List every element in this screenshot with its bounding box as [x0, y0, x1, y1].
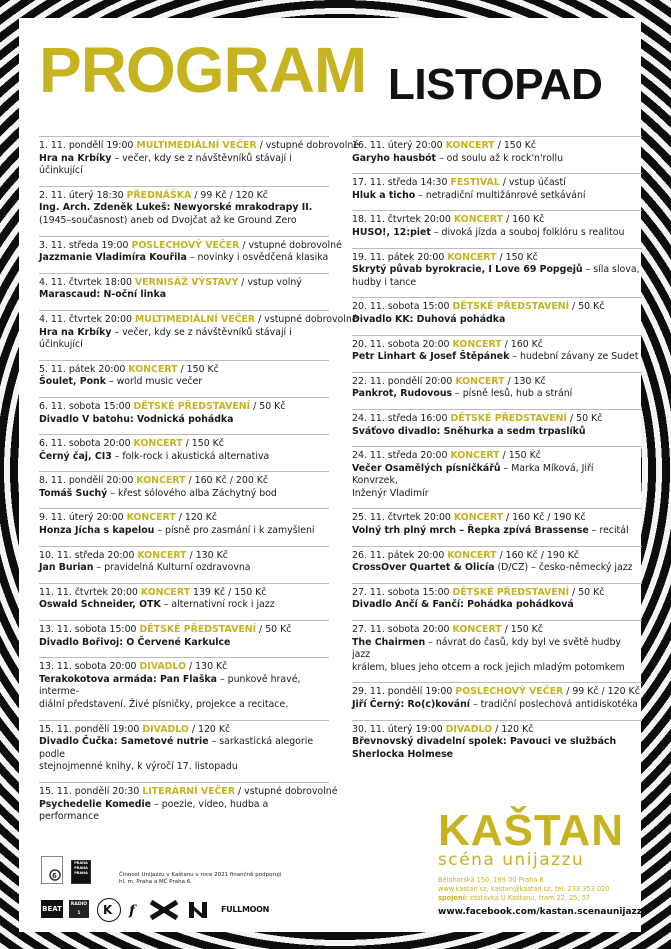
- event-description-cont: diální představení. Živé písničky, projekce a recitace.: [39, 699, 289, 710]
- event-body: [39, 202, 329, 227]
- event-meta: [39, 364, 329, 377]
- event-meta: [39, 550, 329, 563]
- event-price: / 150 Kč: [496, 251, 538, 263]
- event-category: DIVADLO: [139, 661, 187, 673]
- event-date: 6. 11. sobota 15:00: [39, 400, 131, 412]
- poster-sheet: [19, 18, 649, 932]
- event-item: [39, 471, 329, 500]
- event-body: [352, 264, 642, 289]
- event-body: [352, 351, 642, 364]
- event-description: – recitál: [588, 525, 629, 537]
- event-body: [39, 799, 329, 824]
- event-item: [352, 173, 642, 202]
- event-meta: [39, 190, 329, 203]
- event-name: Volný trh plný mrch – Řepka zpívá Brassense: [352, 525, 589, 537]
- event-date: 2. 11. úterý 18:30: [39, 189, 124, 201]
- event-price: / 160 Kč / 200 Kč: [185, 475, 269, 487]
- event-name: Garyho hausbót: [352, 152, 437, 164]
- event-body: [39, 376, 329, 389]
- event-date: 15. 11. pondělí 19:00: [39, 723, 140, 735]
- event-name: Petr Linhart & Josef Štěpánek: [352, 351, 510, 363]
- event-category: POSLECHOVÝ VEČER: [455, 686, 564, 698]
- event-meta: [39, 277, 329, 290]
- event-item: [39, 273, 329, 302]
- event-body: [39, 289, 329, 302]
- event-meta: [39, 661, 329, 674]
- event-price: / 50 Kč: [569, 301, 605, 313]
- event-name: Divadlo V batohu: Vodnická pohádka: [39, 413, 234, 425]
- event-item: [39, 186, 329, 228]
- event-name: Pankrot, Rudovous: [352, 388, 453, 400]
- event-category: KONCERT: [452, 338, 502, 350]
- event-item: [352, 682, 642, 711]
- event-description: (D/CZ) – česko-německý jazz: [494, 562, 633, 574]
- event-item: [352, 546, 642, 575]
- event-name: Oswald Schneider, OTK: [39, 599, 161, 611]
- left-event-column: [39, 136, 360, 832]
- x-mark-icon: [149, 900, 179, 920]
- event-description: – divoká jízda a souboj folklóru s realitou: [430, 226, 625, 238]
- brand-contact: www.kastan.cz, kastan@kastan.cz, tel. 233 353 020: [438, 885, 610, 893]
- event-category: MULTIMEDIÁLNÍ VEČER: [136, 140, 257, 151]
- event-price: / 120 Kč: [492, 723, 534, 735]
- facebook-link[interactable]: www.facebook.com/kastan.scenaunijazzu: [438, 907, 649, 917]
- event-description: – písně pro zasmání i k zamyšlení: [154, 525, 315, 537]
- event-price: / 150 Kč: [494, 140, 536, 151]
- event-description: – tradiční poslechová antidiskotéka: [470, 699, 638, 710]
- event-item: [352, 372, 642, 401]
- event-body: [39, 562, 329, 575]
- event-name: Hra na Krbíky: [39, 152, 112, 164]
- event-date: 16. 11. úterý 20:00: [352, 140, 443, 151]
- event-price: / 99 Kč / 120 Kč: [191, 189, 268, 201]
- funding-note: Činnost Unijazzu v Kaštanu v roce 2021 finančně podporují hl. m. Praha a MČ Praha 6.: [119, 872, 282, 885]
- event-name: Hluk a ticho: [352, 189, 416, 201]
- event-meta: [39, 140, 360, 153]
- event-date: 24. 11. středa 16:00: [352, 412, 448, 424]
- event-price: / 50 Kč: [567, 412, 603, 424]
- event-date: 17. 11. středa 14:30: [352, 177, 448, 189]
- event-category: DĚTSKÉ PŘEDSTAVENÍ: [133, 400, 251, 412]
- event-price: / 150 Kč: [499, 450, 541, 462]
- event-description: – Marka Míková, Jiří Konvrzek,: [352, 462, 594, 487]
- event-category: VERNISÁŽ VÝSTAVY: [134, 276, 239, 288]
- event-date: 11. 11. čtvrtek 20:00: [39, 586, 138, 598]
- brand-subtitle: scéna unijazzu: [438, 850, 585, 870]
- event-body: [39, 488, 329, 501]
- event-description: – písně lesů, hub a strání: [452, 388, 573, 400]
- event-description: – world music večer: [105, 376, 203, 388]
- event-body: [352, 463, 642, 501]
- event-price: / 130 Kč: [186, 661, 228, 673]
- event-date: 22. 11. pondělí 20:00: [352, 375, 453, 387]
- event-description: – křest sólového alba Záchytný bod: [107, 487, 277, 499]
- event-item: [352, 720, 642, 762]
- event-name: Terakokotova armáda: Pan Flaška: [39, 673, 217, 685]
- event-item: [39, 310, 358, 352]
- event-meta: [39, 438, 329, 451]
- event-price: / vstup volný: [238, 276, 302, 288]
- svg-text:K: K: [103, 903, 113, 917]
- event-meta: [352, 587, 642, 600]
- event-description: – alternativní rock i jazz: [160, 599, 275, 611]
- event-category: DĚTSKÉ PŘEDSTAVENÍ: [450, 412, 568, 424]
- kastan-brand: [438, 806, 649, 917]
- event-item: [39, 782, 338, 824]
- n-logo: [187, 900, 209, 920]
- event-item: [352, 297, 642, 326]
- event-category: KONCERT: [453, 214, 504, 226]
- event-body: [39, 451, 329, 464]
- event-meta: [39, 624, 329, 637]
- transit-info: zastávka U Kaštanu, tram 22, 25, 57: [467, 894, 591, 902]
- event-price: / 120 Kč: [188, 723, 231, 735]
- beat-logo: BEAT: [41, 900, 63, 918]
- event-category: DĚTSKÉ PŘEDSTAVENÍ: [452, 301, 570, 313]
- event-meta: [39, 512, 329, 525]
- event-date: 13. 11. sobota 20:00: [39, 661, 137, 673]
- event-date: 27. 11. sobota 20:00: [352, 624, 450, 636]
- cross-logo: [149, 900, 179, 920]
- event-name: Jan Burian: [39, 562, 94, 574]
- transit-label: spojení:: [438, 894, 468, 902]
- event-category: FESTIVAL: [450, 177, 500, 189]
- event-name: Černý čaj, CI3: [39, 450, 112, 462]
- event-price: / 150 Kč: [177, 363, 219, 375]
- event-name: Honza Jícha s kapelou: [39, 525, 155, 537]
- event-item: [352, 335, 642, 364]
- event-description-cont: (1945–současnost) aneb od Dvojčat až ke Ground Zero: [39, 214, 297, 226]
- brand-transit: [438, 894, 628, 903]
- event-meta: [39, 785, 338, 799]
- event-category: POSLECHOVÝ VEČER: [131, 239, 240, 251]
- event-price: / 50 Kč: [256, 624, 292, 636]
- n-icon: [187, 900, 209, 920]
- event-date: 20. 11. sobota 20:00: [352, 338, 450, 350]
- event-description-cont: stejnojmenné knihy, k výročí 17. listopadu: [39, 761, 238, 773]
- event-meta: [352, 724, 642, 737]
- event-category: DIVADLO: [445, 723, 493, 735]
- event-item: [39, 583, 329, 612]
- event-item: [352, 409, 642, 438]
- event-price: / vstup účastí: [499, 177, 566, 189]
- event-category: KONCERT: [452, 624, 502, 636]
- event-date: 8. 11. pondělí 20:00: [39, 475, 134, 487]
- event-body: [352, 699, 642, 712]
- event-price: / 50 Kč: [250, 400, 286, 412]
- event-date: 13. 11. sobota 15:00: [39, 624, 137, 636]
- event-name: Jiří Černý: Ro(c)kování: [352, 699, 470, 710]
- event-category: KONCERT: [136, 475, 186, 487]
- event-item: [39, 657, 329, 711]
- event-name: Sváťovo divadlo: Sněhurka a sedm trpaslíků: [352, 425, 586, 437]
- event-description: – síla slova,: [582, 264, 640, 276]
- event-price: / 160 Kč / 190 Kč: [496, 549, 580, 561]
- event-body: [39, 525, 329, 538]
- event-date: 27. 11. sobota 15:00: [352, 586, 450, 598]
- event-price: / vstupné dobrovolné: [255, 313, 358, 325]
- brand-address: Bělohorská 150, 169 00 Praha 6: [438, 876, 544, 884]
- event-name: Divadlo KK: Duhová pohádka: [352, 313, 506, 325]
- event-category: KONCERT: [137, 549, 187, 561]
- event-meta: [39, 475, 329, 488]
- event-name: HUSO!, 12:piet: [352, 226, 431, 238]
- brand-name: KAŠTAN: [438, 806, 625, 855]
- brand-address-block: [438, 876, 628, 903]
- praha6-logo: [41, 856, 63, 884]
- event-name: Hra na Krbíky: [39, 326, 112, 338]
- event-price: / 120 Kč: [175, 512, 218, 524]
- k-icon: [98, 899, 120, 921]
- praha6-icon: [42, 857, 62, 883]
- event-meta: [352, 339, 642, 352]
- event-category: KONCERT: [447, 549, 497, 561]
- event-description: – návrat do časů, kdy byl ve světě hudby jazz: [352, 636, 621, 661]
- event-meta: [352, 376, 642, 389]
- event-meta: [352, 140, 642, 153]
- event-item: [39, 434, 329, 463]
- event-category: LITERÁRNÍ VEČER: [142, 785, 236, 797]
- event-item: [352, 446, 642, 500]
- event-name: Psychedelie Komedie: [39, 798, 152, 810]
- event-date: 26. 11. pátek 20:00: [352, 549, 445, 561]
- event-date: 18. 11. čtvrtek 20:00: [352, 214, 451, 226]
- title-program: PROGRAM: [39, 34, 367, 106]
- event-date: 19. 11. pátek 20:00: [352, 251, 445, 263]
- event-date: 25. 11. čtvrtek 20:00: [352, 512, 451, 524]
- event-name: Tomáš Suchý: [39, 487, 108, 499]
- event-item: [352, 248, 642, 290]
- event-price: / 160 Kč / 190 Kč: [503, 512, 586, 524]
- event-meta: [39, 724, 329, 737]
- event-item: [352, 136, 642, 165]
- event-date: 4. 11. čtvrtek 18:00: [39, 276, 132, 288]
- event-category: DĚTSKÉ PŘEDSTAVENÍ: [452, 586, 570, 598]
- radio1-logo: RADIO 1: [70, 902, 88, 916]
- event-name: Divadlo Ančí & Fančí: Pohádka pohádková: [352, 599, 574, 611]
- event-date: 30. 11. úterý 19:00: [352, 723, 443, 735]
- event-item: [39, 508, 329, 537]
- event-meta: [352, 301, 642, 314]
- f-icon: [127, 900, 141, 920]
- event-description: – punkově hravé, interme-: [39, 673, 301, 698]
- event-date: 29. 11. pondělí 19:00: [352, 686, 453, 698]
- event-name: Jazzmanie Vladimíra Kouřila: [39, 252, 187, 264]
- event-body: [39, 637, 329, 650]
- event-date: 1. 11. pondělí 19:00: [39, 140, 134, 151]
- event-item: [352, 508, 642, 537]
- event-category: KONCERT: [128, 363, 178, 375]
- event-description: – pravidelná Kulturní ozdravovna: [93, 562, 251, 574]
- event-price: / 160 Kč: [503, 214, 545, 226]
- event-description: – večer, kdy se z návštěvníků stávají i účinkující: [39, 152, 292, 177]
- event-body: [352, 227, 642, 240]
- event-category: KONCERT: [445, 140, 495, 151]
- event-body: [39, 153, 329, 178]
- event-date: 6. 11. sobota 20:00: [39, 438, 131, 450]
- right-event-column: [352, 136, 642, 769]
- event-description-cont: hudby i tance: [352, 276, 417, 288]
- event-description: – poezie, video, hudba a performance: [39, 798, 269, 823]
- event-category: MULTIMEDIÁLNÍ VEČER: [134, 313, 256, 325]
- event-body: [352, 388, 642, 401]
- event-date: 3. 11. středa 19:00: [39, 239, 129, 251]
- event-item: [39, 720, 329, 774]
- event-name: The Chairmen: [352, 636, 426, 648]
- svg-text:6: 6: [52, 872, 57, 880]
- event-body: [352, 637, 642, 675]
- event-body: [352, 153, 642, 166]
- event-description: – sarkastická alegorie podle: [39, 736, 314, 760]
- event-description: – večer, kdy se z návštěvníků stávají i účinkující: [39, 326, 292, 351]
- f-logo: [127, 900, 141, 920]
- event-body: [352, 736, 642, 761]
- event-item: [39, 136, 360, 178]
- event-meta: [39, 587, 329, 600]
- event-body: [39, 327, 329, 352]
- event-date: 5. 11. pátek 20:00: [39, 363, 126, 375]
- event-meta: [352, 550, 642, 563]
- event-item: [352, 620, 642, 674]
- event-description: – folk-rock i akustická alternativa: [111, 450, 270, 462]
- event-price: / vstupné dobrovolné: [256, 140, 360, 151]
- event-description: – od soulu až k rock'n'rollu: [436, 152, 564, 164]
- event-meta: [352, 450, 642, 463]
- event-item: [39, 397, 329, 426]
- event-category: KONCERT: [447, 251, 497, 263]
- event-item: [352, 583, 642, 612]
- event-price: / 130 Kč: [504, 375, 546, 387]
- event-price: / vstupné dobrovolné: [239, 239, 342, 251]
- event-category: KONCERT: [450, 450, 500, 462]
- event-name: Divadlo Čučka: Sametové nutrie: [39, 736, 209, 748]
- event-meta: [352, 252, 642, 265]
- event-body: [352, 562, 642, 575]
- event-name: Šoulet, Ponk: [39, 376, 106, 388]
- event-name: Marascaud: N-oční linka: [39, 289, 167, 301]
- event-body: [352, 190, 642, 203]
- svg-text:f: f: [129, 903, 136, 919]
- event-name: Ing. Arch. Zdeněk Lukeš: Newyorské mrakodrapy II.: [39, 202, 313, 214]
- event-body: [352, 426, 642, 439]
- event-body: [39, 736, 329, 774]
- event-name: Skrytý půvab byrokracie, I Love 69 Popgejů: [352, 264, 583, 276]
- event-price: / vstupné dobrovolné: [235, 785, 338, 797]
- event-category: PŘEDNÁŠKA: [126, 189, 192, 201]
- event-item: [39, 620, 329, 649]
- event-name: CrossOver Quartet & Olicía: [352, 562, 495, 574]
- event-item: [39, 546, 329, 575]
- event-body: [39, 414, 329, 427]
- event-meta: [39, 239, 342, 253]
- event-description: – novinky i osvědčená klasika: [186, 252, 329, 264]
- event-category: KONCERT: [455, 375, 505, 387]
- fullmoon-logo: FULLMOON: [220, 905, 269, 914]
- event-meta: [352, 624, 642, 637]
- event-description: – hudební závany ze Sudet: [509, 351, 639, 363]
- event-date: 24. 11. středa 20:00: [352, 450, 448, 462]
- event-category: KONCERT: [133, 438, 183, 450]
- title-month: LISTOPAD: [388, 60, 603, 109]
- event-category: DĚTSKÉ PŘEDSTAVENÍ: [139, 624, 257, 636]
- event-meta: [352, 214, 642, 227]
- event-body: [39, 599, 329, 612]
- event-name: Břevnovský divadelní spolek: Pavouci ve službách: [352, 736, 617, 748]
- event-description: – netradiční multižánrové setkávání: [415, 189, 586, 201]
- event-price: / 160 Kč: [501, 338, 543, 350]
- event-name: Večer Osamělých písničkářů: [352, 462, 501, 474]
- event-price: / 150 Kč: [182, 438, 224, 450]
- event-item: [352, 210, 642, 239]
- event-date: 4. 11. čtvrtek 20:00: [39, 313, 132, 325]
- event-meta: [352, 413, 642, 426]
- event-category: KONCERT: [126, 512, 176, 524]
- event-item: [39, 360, 329, 389]
- event-price: / 99 Kč / 120 Kč: [563, 686, 640, 698]
- event-body: [39, 252, 329, 265]
- event-item: [39, 236, 342, 265]
- sponsor-logos: [41, 856, 441, 926]
- event-date: 20. 11. sobota 15:00: [352, 301, 450, 313]
- event-category: KONCERT: [453, 512, 504, 524]
- event-body: [352, 314, 642, 327]
- event-body: [39, 674, 329, 712]
- event-body: [352, 599, 642, 612]
- event-date: 9. 11. úterý 20:00: [39, 512, 124, 524]
- event-date: 15. 11. pondělí 20:30: [39, 785, 140, 797]
- event-price: / 130 Kč: [186, 549, 228, 561]
- event-price: 139 Kč / 150 Kč: [190, 586, 267, 598]
- event-meta: [39, 313, 358, 327]
- event-meta: [352, 512, 642, 525]
- k-logo: [97, 898, 121, 922]
- praha-logo: PRAHA PRAHA PRAHA: [71, 860, 91, 884]
- event-price: / 150 Kč: [501, 624, 543, 636]
- event-description-cont: Sherlocka Holmese: [352, 748, 454, 760]
- event-date: 10. 11. středa 20:00: [39, 549, 135, 561]
- event-name: Divadlo Bořivoj: O Červené Karkulce: [39, 636, 231, 648]
- event-meta: [352, 686, 642, 699]
- event-meta: [352, 177, 642, 190]
- event-body: [352, 525, 642, 538]
- event-meta: [39, 401, 329, 414]
- event-description-cont: Inženýr Vladimír: [352, 487, 429, 499]
- event-category: KONCERT: [140, 586, 191, 598]
- event-description-cont: králem, blues jeho otcem a rock jejich mladým potomkem: [352, 661, 625, 673]
- event-category: DIVADLO: [142, 723, 189, 735]
- event-price: / 50 Kč: [569, 586, 605, 598]
